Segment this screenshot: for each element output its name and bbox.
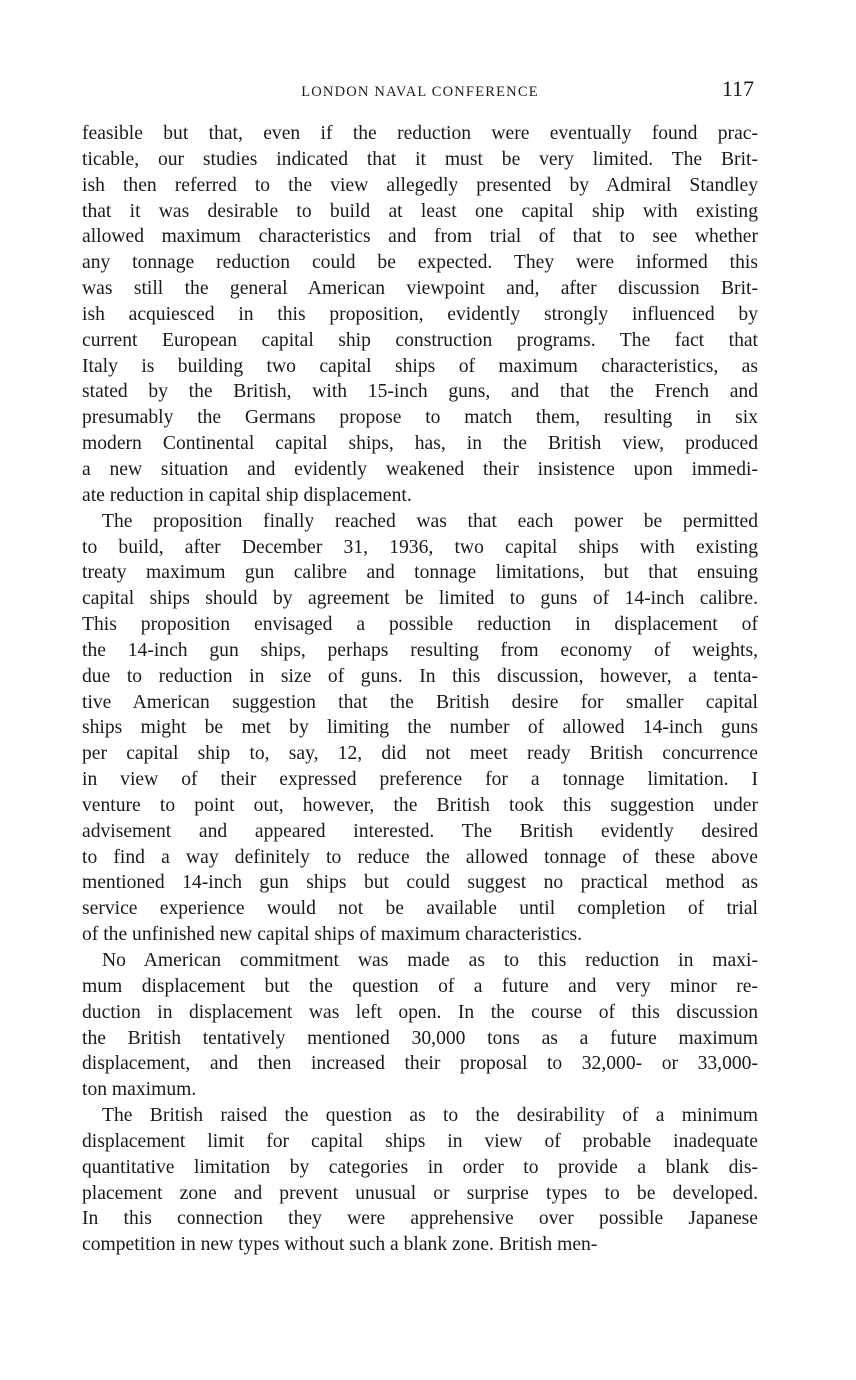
- text-line: The proposition finally reached was that each power be permitted: [102, 510, 758, 532]
- text-line: treaty maximum gun calibre and tonnage limitations, but that ensuing: [82, 562, 758, 584]
- text-line: ate reduction in capital ship displacement.: [82, 484, 412, 506]
- text-line: allowed maximum characteristics and from trial of that to see whether: [82, 226, 758, 248]
- text-line: due to reduction in size of guns. In this discussion, however, a tenta-: [82, 665, 758, 687]
- text-line: competition in new types without such a blank zone. British men-: [82, 1234, 598, 1256]
- text-line: ships might be met by limiting the number of allowed 14-inch guns: [82, 717, 758, 739]
- page-header: [82, 0, 758, 110]
- text-line: No American commitment was made as to this reduction in maxi-: [102, 950, 758, 971]
- text-line: presumably the Germans propose to match them, resulting in six: [82, 407, 758, 429]
- text-line: duction in displacement was left open. In the course of this discussion: [82, 1001, 758, 1023]
- text-line: ish acquiesced in this proposition, evidently strongly influenced by: [82, 303, 758, 325]
- text-line: was still the general American viewpoint and, after discussion Brit-: [82, 278, 758, 300]
- paragraph: [82, 1103, 758, 1258]
- text-line: feasible but that, even if the reduction were eventually found prac-: [82, 123, 758, 144]
- text-line: ticable, our studies indicated that it must be very limited. The Brit-: [82, 148, 758, 170]
- text-line: mentioned 14-inch gun ships but could suggest no practical method as: [82, 872, 758, 894]
- text-line: per capital ship to, say, 12, did not meet ready British concurrence: [82, 743, 758, 765]
- text-line: the 14-inch gun ships, perhaps resulting from economy of weights,: [82, 639, 758, 661]
- text-line: mum displacement but the question of a future and very minor re-: [82, 975, 758, 997]
- text-line: ton maximum.: [82, 1079, 197, 1101]
- text-line: to build, after December 31, 1936, two capital ships with existing: [82, 536, 758, 558]
- text-line: displacement limit for capital ships in view of probable inadequate: [82, 1130, 758, 1152]
- text-line: of the unfinished new capital ships of maximum characteristics.: [82, 924, 583, 946]
- body-text: [82, 121, 758, 1258]
- text-line: Italy is building two capital ships of maximum characteristics, as: [82, 355, 758, 377]
- running-title: LONDON NAVAL CONFERENCE: [301, 84, 539, 100]
- text-line: to find a way definitely to reduce the allowed tonnage of these above: [82, 846, 758, 868]
- document-page: [82, 0, 758, 1256]
- text-line: placement zone and prevent unusual or surprise types to be developed.: [82, 1182, 758, 1204]
- text-line: current European capital ship construction programs. The fact that: [82, 329, 758, 351]
- text-line: displacement, and then increased their proposal to 32,000- or 33,000-: [82, 1053, 758, 1075]
- text-line: the British tentatively mentioned 30,000 tons as a future maximum: [82, 1027, 758, 1049]
- paragraph: [82, 121, 758, 509]
- text-line: The British raised the question as to the desirability of a minimum: [102, 1105, 758, 1127]
- text-line: venture to point out, however, the British took this suggestion under: [82, 794, 758, 816]
- text-line: In this connection they were apprehensive over possible Japanese: [82, 1208, 758, 1230]
- text-line: that it was desirable to build at least one capital ship with existing: [82, 200, 758, 222]
- text-line: advisement and appeared interested. The British evidently desired: [82, 820, 758, 842]
- text-line: tive American suggestion that the British desire for smaller capital: [82, 691, 758, 713]
- text-line: service experience would not be available until completion of trial: [82, 898, 758, 920]
- paragraph: [82, 948, 758, 1103]
- text-line: in view of their expressed preference for a tonnage limitation. I: [82, 769, 758, 791]
- text-line: any tonnage reduction could be expected. They were informed this: [82, 252, 758, 274]
- text-line: a new situation and evidently weakened their insistence upon immedi-: [82, 458, 758, 480]
- text-line: quantitative limitation by categories in order to provide a blank dis-: [82, 1156, 758, 1178]
- text-line: This proposition envisaged a possible reduction in displacement of: [82, 614, 758, 636]
- paragraph: [82, 509, 758, 948]
- text-line: capital ships should by agreement be limited to guns of 14-inch calibre.: [82, 588, 758, 610]
- page-number: 117: [721, 76, 754, 101]
- text-line: modern Continental capital ships, has, in the British view, produced: [82, 433, 758, 455]
- text-line: ish then referred to the view allegedly presented by Admiral Standley: [82, 174, 758, 196]
- text-line: stated by the British, with 15-inch guns, and that the French and: [82, 381, 758, 403]
